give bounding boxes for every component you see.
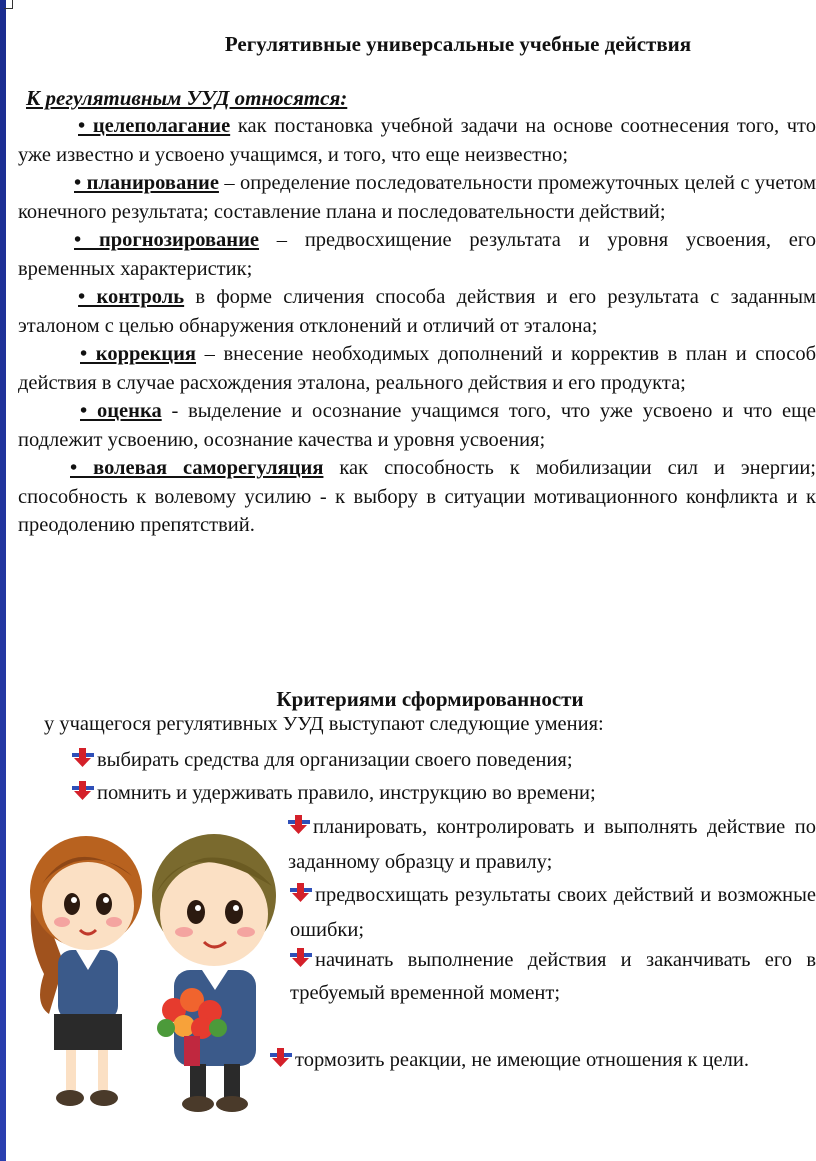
- definition-term: • прогнозирование: [74, 229, 260, 251]
- definition-term: • контроль: [78, 286, 185, 308]
- corner-mark: [4, 0, 13, 9]
- skill-text: предвосхищать результаты своих действий и возможные ошибки;: [290, 884, 816, 941]
- girl-figure: [30, 836, 142, 1106]
- skill-item: [72, 744, 573, 777]
- down-arrow-icon: [290, 948, 312, 968]
- definition-text: – предвосхищение результата и уровня усвоения, его временных характеристик;: [18, 229, 816, 280]
- definition-term: • планирование: [74, 172, 219, 194]
- definition-correction: [18, 340, 816, 397]
- children-illustration: [14, 814, 289, 1119]
- definition-self-regulation: [18, 454, 816, 540]
- definition-text: – внесение необходимых дополнений и корректив в план и способ действия в случае расхождения эталона, реального действия и его продукта;: [18, 343, 816, 394]
- boy-figure: [152, 834, 276, 1112]
- criteria-heading: Критериями сформированности: [276, 687, 584, 711]
- definition-text: как постановка учебной задачи на основе соотнесения того, что уже известно и усвоено учащимся, и того, что еще неизвестно;: [18, 115, 816, 166]
- definition-text: – определение последовательности промежуточных целей с учетом конечного результата; составление плана и последовательности действий;: [18, 172, 816, 223]
- skill-text: выбирать средства для организации своего поведения;: [97, 749, 573, 771]
- definition-forecasting: [18, 226, 816, 283]
- down-arrow-icon: [72, 781, 94, 801]
- skill-item: [290, 878, 816, 948]
- skill-text: планировать, контролировать и выполнять действие по заданному образцу и правилу;: [288, 816, 816, 873]
- skill-text: тормозить реакции, не имеющие отношения к цели.: [295, 1049, 749, 1071]
- skill-item: [72, 777, 596, 810]
- page-frame-left: [0, 0, 6, 1161]
- definition-planning: [18, 169, 816, 226]
- intro-heading: К регулятивным УУД относятся:: [26, 86, 348, 110]
- page-title: Регулятивные универсальные учебные действия: [224, 32, 692, 56]
- skill-item: [246, 1043, 816, 1077]
- definition-term: • оценка: [80, 400, 162, 422]
- definition-goal-setting: [18, 112, 816, 169]
- down-arrow-icon: [290, 883, 312, 903]
- definition-text: как способность к мобилизации сил и энергии; способность к волевому усилию - к выбору в ситуации мотивационного конфликта и к преодолению препятствий.: [18, 457, 816, 536]
- definition-text: в форме сличения способа действия и его результата с заданным эталоном с целью обнаружения отклонений и отличий от эталона;: [18, 286, 816, 337]
- definition-assessment: [18, 397, 816, 454]
- down-arrow-icon: [72, 748, 94, 768]
- skill-item: [290, 944, 816, 1010]
- skill-text: помнить и удерживать правило, инструкцию во времени;: [97, 782, 596, 804]
- definition-control: [18, 283, 816, 340]
- down-arrow-icon: [288, 815, 310, 835]
- definitions-list: [18, 112, 816, 540]
- definition-term: • волевая саморегуляция: [70, 457, 324, 479]
- definition-text: - выделение и осознание учащимся того, что уже усвоено и что еще подлежит усвоению, осознание качества и уровня усвоения;: [18, 400, 816, 451]
- definition-term: • целеполагание: [78, 115, 231, 137]
- skill-text: начинать выполнение действия и заканчивать его в требуемый временной момент;: [290, 949, 816, 1004]
- criteria-intro: у учащегося регулятивных УУД выступают следующие умения:: [44, 713, 604, 735]
- definition-term: • коррекция: [80, 343, 197, 365]
